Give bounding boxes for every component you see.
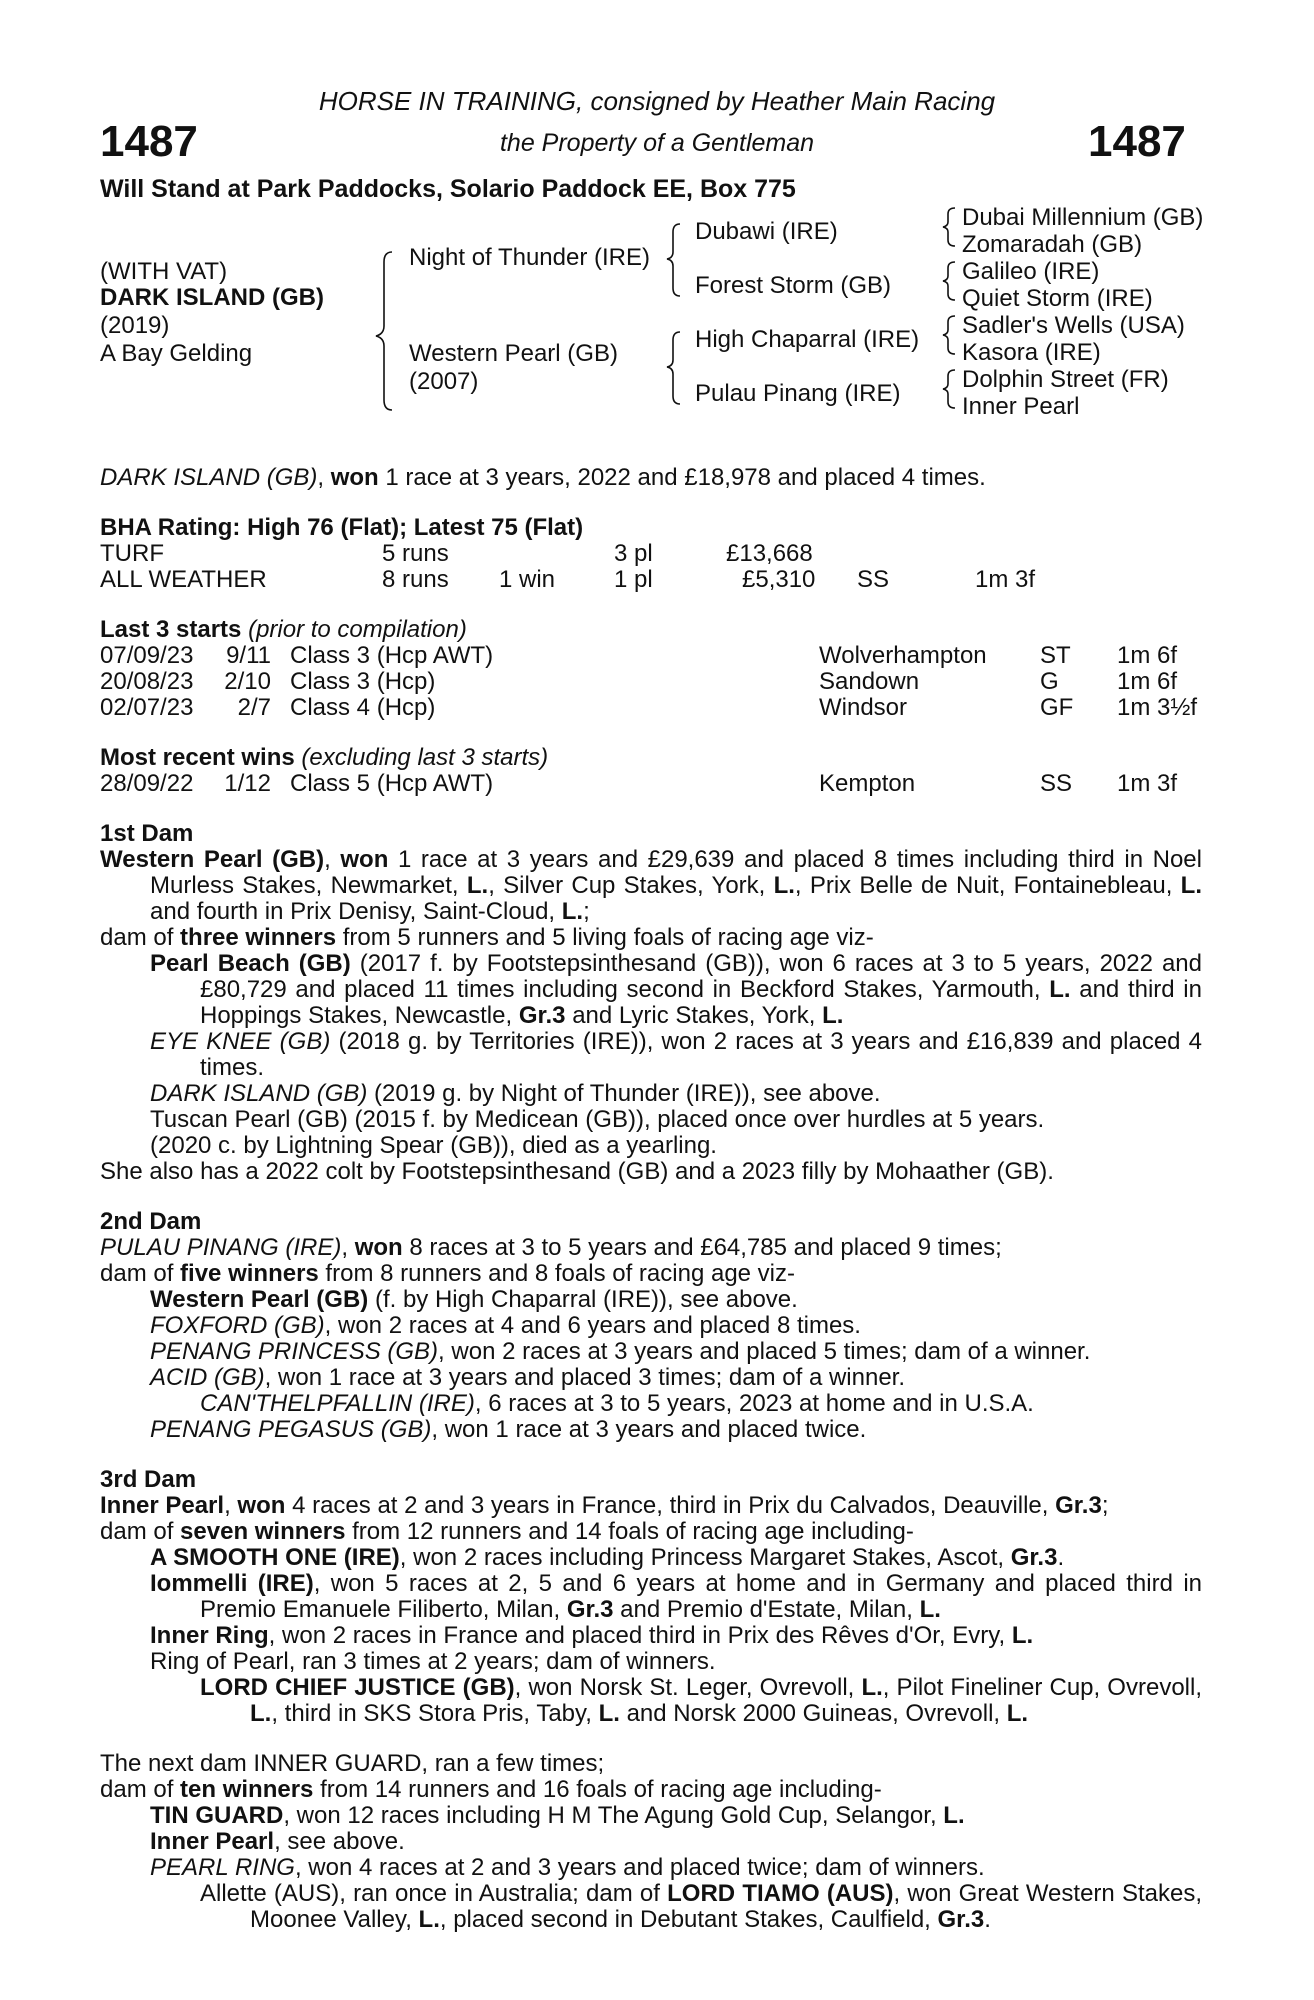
dam2-offspring-3: PENANG PRINCESS (GB), won 2 races at 3 years and placed 5 times; dam of a winner. xyxy=(150,1338,1091,1365)
dam3-offspring-3: Inner Ring, won 2 races in France and placed third in Prix des Rêves d'Or, Evry, L. xyxy=(150,1622,1034,1649)
last3-row-3-distance: 1m 3½f xyxy=(1117,694,1198,721)
rating-turf-surface: TURF xyxy=(100,540,164,567)
dam2-offspring-2: FOXFORD (GB), won 2 races at 4 and 6 years and placed 8 times. xyxy=(150,1312,861,1339)
pedigree-brackets xyxy=(0,0,1314,460)
last3-row-2-course: Sandown xyxy=(819,668,920,695)
pedigree-dam: Western Pearl (GB) xyxy=(409,340,618,367)
rating-turf-runs: 5 runs xyxy=(382,540,449,567)
recent-win-distance: 1m 3f xyxy=(1117,770,1178,797)
next-dam-offspring-3: PEARL RING, won 4 races at 2 and 3 years and placed twice; dam of winners. xyxy=(150,1854,985,1881)
pedigree-dam-year: (2007) xyxy=(409,368,479,395)
dam1-further-foals: She also has a 2022 colt by Footstepsinthesand (GB) and a 2023 filly by Mohaather (GB). xyxy=(100,1158,1054,1185)
dam3-offspring-2: Iommelli (IRE), won 5 races at 2, 5 and 6 years at home and in Germany and placed third in Premio Emanuele Filiberto, Milan, Gr.3 and Premio d'Estate, Milan, L. xyxy=(150,1570,1202,1623)
last3-title: Last 3 starts (prior to compilation) xyxy=(100,616,467,643)
dam1-heading: 1st Dam xyxy=(100,820,194,847)
rating-aw-distance: 1m 3f xyxy=(975,566,1036,593)
bracket-main xyxy=(376,252,392,410)
dam3-offspring-4: Ring of Pearl, ran 3 times at 2 years; dam of winners. xyxy=(150,1648,716,1675)
dam2-offspring-5: PENANG PEGASUS (GB), won 1 race at 3 years and placed twice. xyxy=(150,1416,867,1443)
last3-row-3-going: GF xyxy=(1040,694,1074,721)
pedigree-dam-dam: Pulau Pinang (IRE) xyxy=(695,380,901,407)
next-dam-grandoffspring-1: Allette (AUS), ran once in Australia; dam of LORD TIAMO (AUS), won Great Western Stakes, Moonee Valley, L., placed second in Debutant Stakes, Caulfield, Gr.3. xyxy=(200,1880,1202,1933)
bracket-dam xyxy=(667,332,680,404)
pedigree-g7: Dolphin Street (FR) xyxy=(962,366,1169,393)
rating-turf-prize: £13,668 xyxy=(726,540,813,567)
last3-row-1-course: Wolverhampton xyxy=(819,642,987,669)
dam3-grandoffspring-1: LORD CHIEF JUSTICE (GB), won Norsk St. Leger, Ovrevoll, L., Pilot Fineliner Cup, Ovrevoll, L., third in SKS Stora Pris, Taby, L. and Norsk 2000 Guineas, Ovrevoll, L. xyxy=(200,1674,1202,1727)
rating-title: BHA Rating: High 76 (Flat); Latest 75 (Flat) xyxy=(100,514,584,541)
last3-row-1-date: 07/09/23 xyxy=(100,642,194,669)
last3-row-3-class: Class 4 (Hcp) xyxy=(290,694,436,721)
recent-win-going: SS xyxy=(1040,770,1073,797)
recent-win-pos: 1/12 xyxy=(224,770,271,797)
summary-text: 1 race at 3 years, 2022 and £18,978 and placed 4 times. xyxy=(378,464,986,491)
pedigree-g6: Kasora (IRE) xyxy=(962,339,1101,366)
last3-row-3-pos: 2/7 xyxy=(237,694,271,721)
race-summary: DARK ISLAND (GB), won 1 race at 3 years, 2022 and £18,978 and placed 4 times. xyxy=(100,464,986,491)
summary-won: won xyxy=(330,464,379,491)
dam3-produce-intro: dam of seven winners from 12 runners and 14 foals of racing age including- xyxy=(100,1518,914,1545)
bracket-sire xyxy=(667,224,680,296)
dam2-offspring-4: ACID (GB), won 1 race at 3 years and placed 3 times; dam of a winner. xyxy=(150,1364,906,1391)
summary-name: DARK ISLAND (GB) xyxy=(100,464,318,491)
rating-aw-going: SS xyxy=(857,566,890,593)
pedigree-sire-sire: Dubawi (IRE) xyxy=(695,218,838,245)
dam2-heading: 2nd Dam xyxy=(100,1208,202,1235)
property-line: the Property of a Gentleman xyxy=(499,129,815,157)
horse-year: (2019) xyxy=(100,312,170,339)
last3-row-1-class: Class 3 (Hcp AWT) xyxy=(290,642,494,669)
dam2-record: PULAU PINANG (IRE), won 8 races at 3 to 5 years and £64,785 and placed 9 times; xyxy=(100,1234,1002,1261)
next-dam-produce-intro: dam of ten winners from 14 runners and 16 foals of racing age including- xyxy=(100,1776,882,1803)
next-dam-offspring-2: Inner Pearl, see above. xyxy=(150,1828,405,1855)
recent-win-course: Kempton xyxy=(819,770,916,797)
lot-number-right: 1487 xyxy=(1088,117,1186,166)
last3-row-2-distance: 1m 6f xyxy=(1117,668,1178,695)
rating-aw-runs: 8 runs xyxy=(382,566,449,593)
pedigree-g2: Zomaradah (GB) xyxy=(962,231,1143,258)
pedigree-g5: Sadler's Wells (USA) xyxy=(962,312,1185,339)
horse-name: DARK ISLAND (GB) xyxy=(100,284,324,311)
dam1-produce-intro: dam of three winners from 5 runners and 5 living foals of racing age viz- xyxy=(100,924,874,951)
pedigree-g8: Inner Pearl xyxy=(962,393,1080,420)
stabling-line: Will Stand at Park Paddocks, Solario Paddock EE, Box 775 xyxy=(100,175,796,203)
dam1-offspring-2: EYE KNEE (GB) (2018 g. by Territories (IRE)), won 2 races at 3 years and £16,839 and placed 4 times. xyxy=(150,1028,1203,1081)
lot-number-left: 1487 xyxy=(100,117,198,166)
recent-win-date: 28/09/22 xyxy=(100,770,194,797)
rating-aw-wins: 1 win xyxy=(499,566,556,593)
rating-aw-prize: £5,310 xyxy=(742,566,816,593)
last3-row-1-going: ST xyxy=(1040,642,1071,669)
dam3-heading: 3rd Dam xyxy=(100,1466,197,1493)
bracket-g56 xyxy=(943,316,955,354)
dam2-offspring-1: Western Pearl (GB) (f. by High Chaparral (IRE)), see above. xyxy=(150,1286,798,1313)
next-dam-record: The next dam INNER GUARD, ran a few times; xyxy=(100,1750,605,1777)
vat-label: (WITH VAT) xyxy=(100,258,228,285)
rating-aw-surface: ALL WEATHER xyxy=(100,566,267,593)
dam1-offspring-4: Tuscan Pearl (GB) (2015 f. by Medicean (GB)), placed once over hurdles at 5 years. xyxy=(150,1106,1045,1133)
last3-row-2-pos: 2/10 xyxy=(224,668,271,695)
dam2-produce-intro: dam of five winners from 8 runners and 8 foals of racing age viz- xyxy=(100,1260,796,1287)
pedigree-g1: Dubai Millennium (GB) xyxy=(962,204,1204,231)
next-dam-offspring-1: TIN GUARD, won 12 races including H M The Agung Gold Cup, Selangor, L. xyxy=(150,1802,965,1829)
dam1-offspring-3: DARK ISLAND (GB) (2019 g. by Night of Thunder (IRE)), see above. xyxy=(150,1080,881,1107)
last3-row-3-course: Windsor xyxy=(819,694,908,721)
last3-row-2-date: 20/08/23 xyxy=(100,668,194,695)
recent-wins-title: Most recent wins (excluding last 3 starts) xyxy=(100,744,549,771)
dam3-offspring-1: A SMOOTH ONE (IRE), won 2 races including Princess Margaret Stakes, Ascot, Gr.3. xyxy=(150,1544,1065,1571)
dam2-grandoffspring-1: CAN'THELPFALLIN (IRE), 6 races at 3 to 5 years, 2023 at home and in U.S.A. xyxy=(200,1390,1034,1417)
last3-row-1-distance: 1m 6f xyxy=(1117,642,1178,669)
last3-row-3-date: 02/07/23 xyxy=(100,694,194,721)
dam1-offspring-5: (2020 c. by Lightning Spear (GB)), died as a yearling. xyxy=(150,1132,717,1159)
pedigree-sire-dam: Forest Storm (GB) xyxy=(695,272,892,299)
dam1-record: Western Pearl (GB), won 1 race at 3 years and £29,639 and placed 8 times including third in Noel Murless Stakes, Newmarket, L., Silver Cup Stakes, York, L., Prix Belle de Nuit, Fontainebleau, L. and fourth in Prix Denisy, Saint-Cloud, L.; xyxy=(100,846,1202,925)
last3-row-1-pos: 9/11 xyxy=(226,642,271,669)
rating-turf-placed: 3 pl xyxy=(614,540,653,567)
rating-aw-placed: 1 pl xyxy=(614,566,653,593)
consignor-line: HORSE IN TRAINING, consigned by Heather Main Racing xyxy=(318,86,996,116)
bracket-g78 xyxy=(943,370,955,408)
last3-row-2-class: Class 3 (Hcp) xyxy=(290,668,436,695)
pedigree-g3: Galileo (IRE) xyxy=(962,258,1100,285)
recent-win-class: Class 5 (Hcp AWT) xyxy=(290,770,494,797)
dam3-record: Inner Pearl, won 4 races at 2 and 3 years in France, third in Prix du Calvados, Deauville, Gr.3; xyxy=(100,1492,1109,1519)
bracket-g34 xyxy=(943,262,955,300)
bracket-g12 xyxy=(943,208,955,246)
dam1-offspring-1: Pearl Beach (GB) (2017 f. by Footstepsinthesand (GB)), won 6 races at 3 to 5 years, 2022 and £80,729 and placed 11 times including second in Beckford Stakes, Yarmouth, L. and third in Hoppings Stakes, Newcastle, Gr.3 and Lyric Stakes, York, L. xyxy=(150,950,1202,1029)
horse-description: A Bay Gelding xyxy=(100,340,253,367)
pedigree-dam-sire: High Chaparral (IRE) xyxy=(695,326,920,353)
pedigree-g4: Quiet Storm (IRE) xyxy=(962,285,1153,312)
last3-row-2-going: G xyxy=(1040,668,1059,695)
pedigree-sire: Night of Thunder (IRE) xyxy=(409,244,650,271)
